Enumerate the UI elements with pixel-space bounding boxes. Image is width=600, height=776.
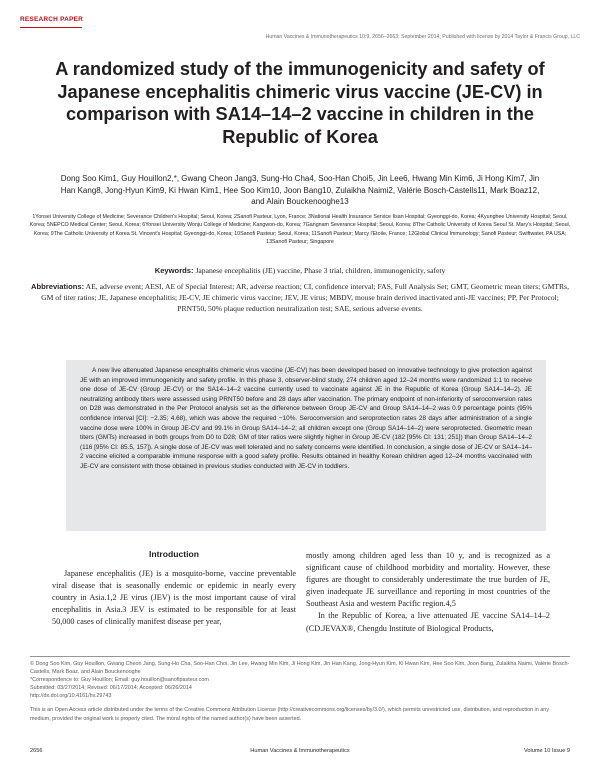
abbreviations-text: AE, adverse event; AESI, AE of Special Interest; AR, adverse reaction; CI, confidence interval; FAS, Full Analysis Set; GMT, Geometric mean titers; GMTRs, GM of titer ratios; JE, Japanese encephalitis; JE-CV, JE chimeric virus vaccine; JEV, JE virus; MBDV, mouse brain derived inactivated anti-JE vaccines; PP, Per Protocol; PRNT50, 50% plaque reduction neutralization test; SAE, serious adverse events. (41, 282, 569, 314)
intro-paragraph-1: Japanese encephalitis (JE) is a mosquito-borne, vaccine preventable viral disease that is seasonally endemic or epidemic in nearly every country in Asia.1,2 JE virus (JEV) is the most important cause of viral encephalitis in Asia.3 JEV is estimated to be responsible for at least 50,000 cases of clinically manifest disease per year, (52, 569, 296, 627)
article-type-label (20, 16, 83, 23)
open-access-note: This is an Open Access article distributed under the terms of the Creative Commons Attribution License (http://creativecommons.org/licenses/by/3.0/), which permits unrestricted use, distribution, and reproduction in any medium, provided the original work is properly cited. The moral rights of the named author(s) have been asserted. (30, 707, 549, 722)
correspondence-note: *Correspondence to: Guy Houillon; Email: guy.houillon@sanofipasteur.com (30, 677, 209, 684)
abstract-box (66, 360, 546, 531)
keywords-label: Keywords: (154, 266, 194, 275)
article-title: A randomized study of the immunogenicity and safety of Japanese encephalitis chimeric virus vaccine (JE-CV) in comparison with SA14–14–2 vaccine in children in the Republic of Korea (55, 59, 545, 147)
article-type-rule (20, 27, 82, 28)
intro-paragraph-1-continued: mostly among children aged less than 10 y, and is recognized as a significant cause of childhood morbidity and mortality. However, these figures are thought to considerably underestimate the true burden of JE, given inadequate JE surveillance and reporting in most countries of the Southeast Asia and western Pacific region.4,5 (306, 551, 550, 609)
article-type-text: RESEARCH PAPER (20, 16, 83, 23)
affiliations: 1Yonsei University College of Medicine; Severance Children's Hospital; Seoul, Korea; 2Sanofi Pasteur, Lyon, France; 3National Health Insurance Service Ilsan Hospital; Gyeonggi-do, Korea; 4Kyunghee University Hospital; Seoul, Korea; 5NEPCO Medical Center; Seoul, Korea; 6Yonsei University Wonju College of Medicine; Kangwon-do, Korea; 7Gangnam Severance Hospital; Seoul, Korea; 8The Catholic University of Korea Seoul St. Mary's Hospital; Seoul, Korea; 9The Catholic University of Korea St. Vincent's Hospital; Gyeonggi-do, Korea; 10Sanofi Pasteur; Seoul, Korea; 11Sanofi Pasteur; Marcy l'Etoile, France; 12Global Clinical Immunology; Sanofi Pasteur; Swiftwater, PA USA; 13Sanofi Pasteur; Singapore (29, 214, 571, 246)
dates-note: Submitted: 03/27/2014; Revised: 06/17/2014; Accepted: 06/26/2014 (30, 685, 192, 692)
copyright-note: © Dong Soo Kim, Guy Houillon, Gwang Cheon Jang, Sung-Ho Cha, Soo-Han Choi, Jin Lee, Hwang Min Kim, Ji Hong Kim, Jin Han Kang, Jong-Hyun Kim, Ki Hwan Kim, Hee Soo Kim, Joon Bang, Zulaikha Naimi, Valérie Bosch-Castells, Mark Boaz, and Alain Bouckenooghe (30, 661, 570, 676)
keywords (30, 266, 570, 276)
footnotes (30, 656, 570, 723)
abbreviations (28, 281, 572, 315)
doi-link[interactable]: http://dx.doi.org/10.4161/hv.29743 (30, 693, 112, 700)
author-list: Dong Soo Kim1, Guy Houillon2,*, Gwang Cheon Jang3, Sung-Ho Cha4, Soo-Han Choi5, Jin Lee6, Hwang Min Kim6, Ji Hong Kim7, Jin Han Kang8, Jong-Hyun Kim9, Ki Hwan Kim1, Hee Soo Kim10, Joon Bang10, Zulaikha Naimi2, Valérie Bosch-Castells11, Mark Boaz12, and Alain Bouckenooghe13 (60, 174, 540, 206)
body-column-right (306, 550, 550, 635)
keywords-text: Japanese encephalitis (JE) vaccine, Phase 3 trial, children, immunogenicity, safety (195, 266, 446, 275)
intro-paragraph-2: In the Republic of Korea, a live attenuated JE vaccine SA14–14–2 (CD.JEVAX®, Chengdu Institute of Biological Products, (306, 611, 550, 633)
page-number: 2656 (30, 748, 43, 754)
body-column-left (52, 548, 296, 629)
abbreviations-label: Abbreviations: (31, 282, 85, 291)
abstract-text: A new live attenuated Japanese encephalitis chimeric virus vaccine (JE-CV) has been developed based on innovative technology to give protection against JE with an improved immunogenicity and safety profile. In this phase 3, observer-blind study, 274 children aged 12–24 months were randomized 1:1 to receive one dose of JE-CV (Group JE-CV) or the SA14–14–2 vaccine currently used to vaccinate against JE in the Republic of Korea (Group SA14–14–2). JE neutralizing antibody titers were assessed using PRNT50 before and 28 days after vaccination. The primary endpoint of non-inferiority of seroconversion rates on D28 was demonstrated in the Per Protocol analysis set as the difference between Group JE-CV and Group SA14–14–2 was 0.9 percentage points (95% confidence interval [CI]: −2.35; 4.68), which was above the required −10%. Seroconversion and seroprotection rates 28 days after administration of a single vaccine dose were 100% in Group JE-CV and 99.1% in Group SA14–14–2; all children except one (Group SA14–14–2) were seroprotected. Geometric mean titers (GMTs) increased in both groups from D0 to D28; GM of titer ratios were slightly higher in Group JE-CV (182 [95% CI: 131; 251]) than Group SA14–14–2 (116 [95% CI: 85.5, 157]). A single dose of JE-CV was well tolerated and no safety concerns were identified. In conclusion, a single dose of JE-CV or SA14–14–2 vaccine elicited a comparable immune response with a good safety profile. Results obtained in healthy Korean children aged 12–24 months vaccinated with JE-CV are consistent with those obtained in previous studies conducted with JE-CV in toddlers. (80, 367, 532, 470)
journal-citation-line: Human Vaccines & Immunotherapeutics 10:9, 2656–2663; September 2014; Published with license by 2014 Taylor & Francis Group, LLC (265, 34, 580, 40)
footer-journal-name: Human Vaccines & Immunotherapeutics (250, 748, 350, 754)
section-heading-introduction: Introduction (148, 549, 200, 559)
footer-volume: Volume 10 Issue 9 (523, 748, 570, 754)
